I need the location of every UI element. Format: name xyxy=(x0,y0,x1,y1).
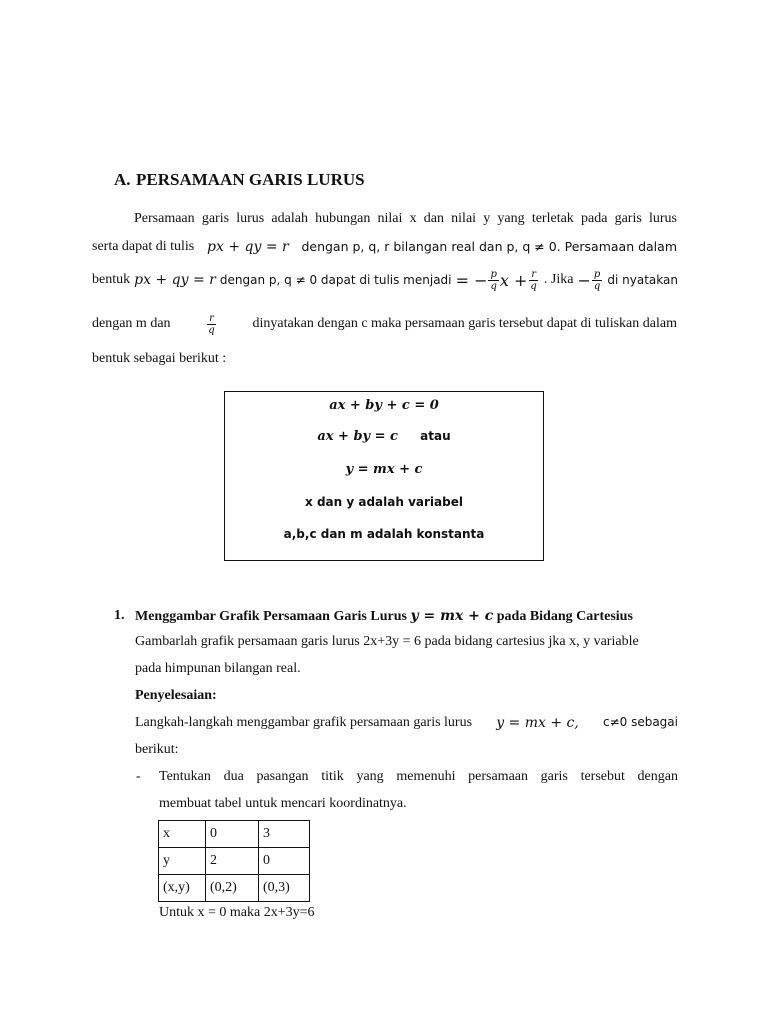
table-row xyxy=(159,821,310,848)
solution-line-2: berikut: xyxy=(135,742,179,757)
intro-l4-text-a: dengan m dan xyxy=(92,316,171,331)
question-line-2: pada himpunan bilangan real. xyxy=(135,661,301,676)
intro-l2-text-b: dengan p, q, r bilangan real dan p, q ≠ 0. Persamaan dalam xyxy=(301,239,677,254)
table-row xyxy=(159,848,310,875)
table-cell: 0 xyxy=(259,848,310,875)
solution-label: Penyelesaian: xyxy=(135,688,217,703)
intro-l3-formula: = − $\frac{p}{q}$ x + $\frac{r}{q}$ xyxy=(455,268,537,292)
intro-l3-formula-2: − $\frac{p}{q}$ xyxy=(577,268,601,292)
table-cell: (x,y) xyxy=(159,875,206,902)
item-title: Menggambar Grafik Persamaan Garis Lurus y = mx + c pada Bidang Cartesius xyxy=(135,608,633,624)
intro-line-4 xyxy=(92,306,677,342)
intro-l4-text-b: dinyatakan dengan c maka persamaan garis tersebut dapat di tuliskan dalam xyxy=(252,316,677,331)
intro-l3-text-a: bentuk xyxy=(92,272,131,287)
fraction-r-over-q-2: $\frac{r}{q}$ xyxy=(208,312,215,336)
formula-slope-intercept: y = mx + c xyxy=(345,462,423,477)
table-cell: (0,2) xyxy=(206,875,259,902)
formula-note-constants: a,b,c dan m adalah konstanta xyxy=(283,527,485,541)
table-row xyxy=(159,875,310,902)
intro-line-3 xyxy=(92,262,678,298)
table-cell: 0 xyxy=(206,821,259,848)
formula-or: atau xyxy=(420,429,451,443)
coordinate-table xyxy=(158,820,310,902)
table-cell: x xyxy=(159,821,206,848)
after-table-text: Untuk x = 0 maka 2x+3y=6 xyxy=(159,905,315,920)
item-number: 1. xyxy=(114,608,125,623)
intro-l3-text-b: dengan p, q ≠ 0 dapat di tulis menjadi xyxy=(219,273,452,287)
question-line-1: Gambarlah grafik persamaan garis lurus 2x+3y = 6 pada bidang cartesius jka x, y variable xyxy=(135,634,639,649)
intro-l3-text-d: di nyatakan xyxy=(607,273,678,287)
formula-standard: ax + by = c xyxy=(317,429,398,444)
formula-general: ax + by + c = 0 xyxy=(329,398,439,413)
intro-l3-equation: px + qy = r xyxy=(134,272,216,288)
table-cell: 2 xyxy=(206,848,259,875)
bullet-line-1: Tentukan dua pasangan titik yang memenuhi persamaan garis tersebut dengan xyxy=(159,769,678,784)
table-cell: y xyxy=(159,848,206,875)
formula-box xyxy=(224,391,544,561)
table-cell: 3 xyxy=(259,821,310,848)
fraction-p-over-q-2: $\frac{p}{q}$ xyxy=(593,268,601,292)
intro-l2-equation: px + qy = r xyxy=(207,239,289,255)
fraction-p-over-q: $\frac{p}{q}$ xyxy=(490,268,497,292)
bullet-line-2: membuat tabel untuk mencari koordinatnya. xyxy=(159,796,407,811)
intro-l3-text-c: . Jika xyxy=(543,272,574,287)
section-title: PERSAMAAN GARIS LURUS xyxy=(136,170,365,189)
bullet-dash: - xyxy=(136,769,141,784)
table-cell: (0,3) xyxy=(259,875,310,902)
intro-l2-text-a: serta dapat di tulis xyxy=(92,239,195,254)
intro-line-2 xyxy=(92,239,677,255)
fraction-r-over-q: $\frac{r}{q}$ xyxy=(530,268,537,292)
solution-line-1: Langkah-langkah menggambar grafik persamaan garis lurus y = mx + c, c≠0 sebagai xyxy=(135,715,678,731)
intro-line-5: bentuk sebagai berikut : xyxy=(92,351,227,366)
formula-note-variables: x dan y adalah variabel xyxy=(305,495,463,509)
section-letter: A. xyxy=(114,170,131,189)
intro-line-1: Persamaan garis lurus adalah hubungan nilai x dan nilai y yang terletak pada garis lurus xyxy=(134,211,677,226)
